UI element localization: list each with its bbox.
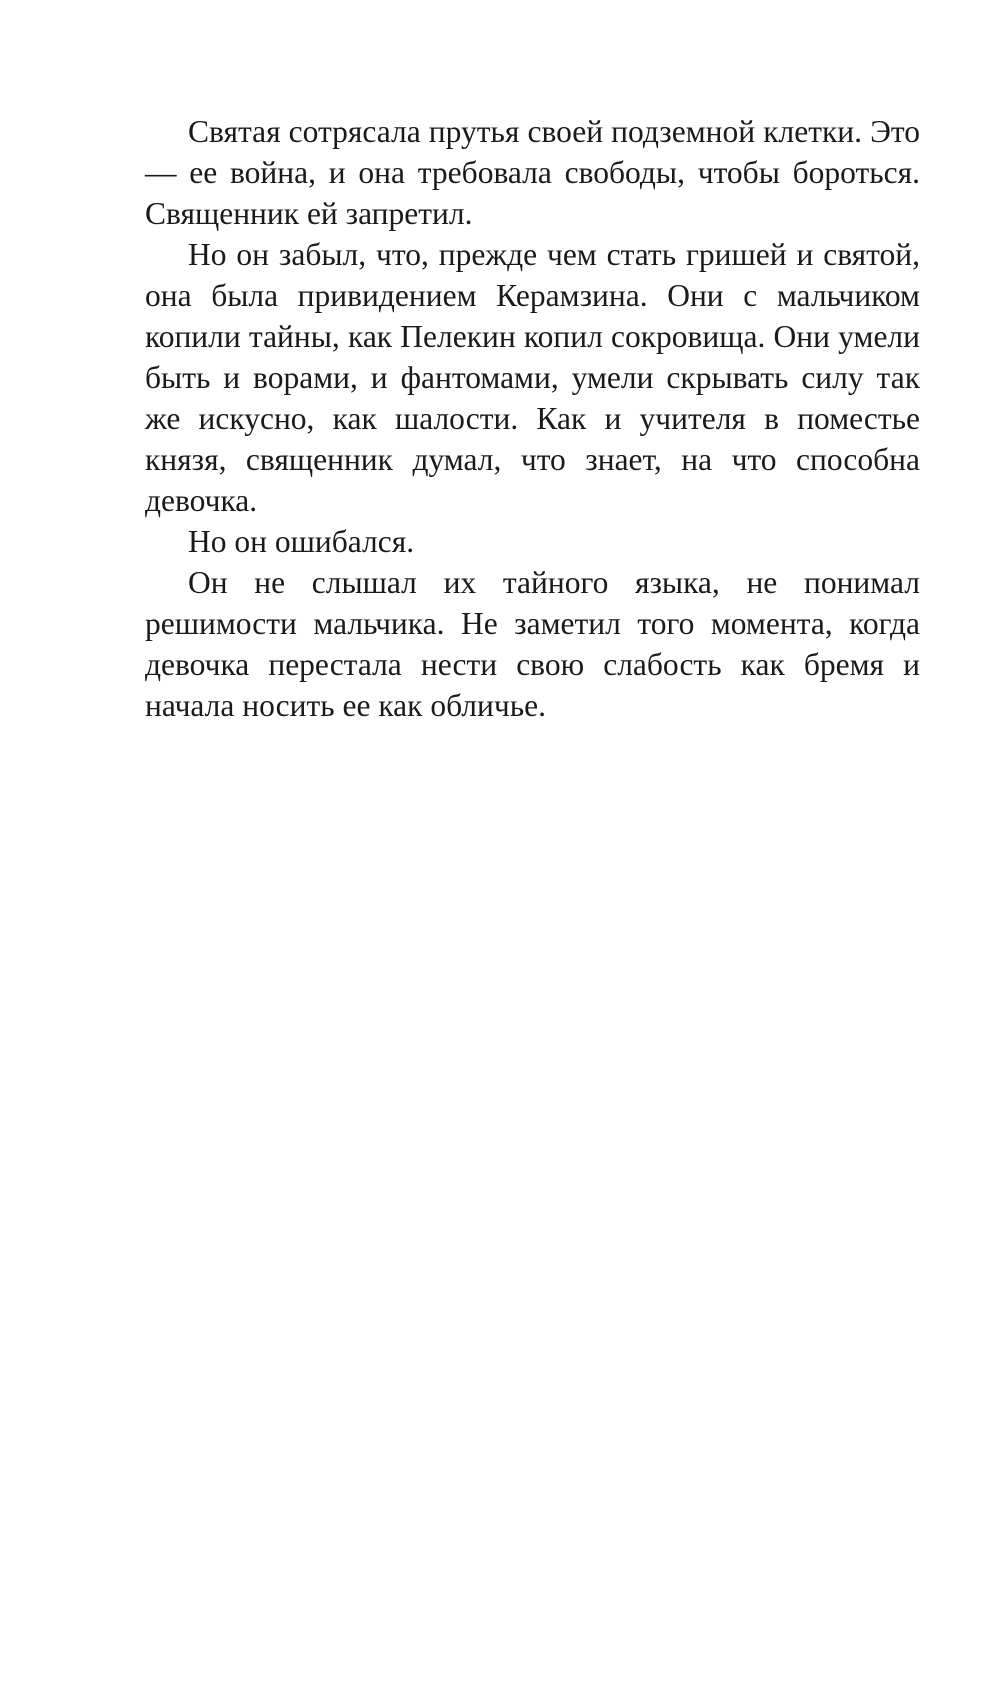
paragraph-2: Но он забыл, что, прежде чем стать гришей и святой, она была привидением Керамзина. Они с мальчиком копили тайны, как Пелекин копил сокровища. Они умели быть и ворами, и фантомами, умели скрывать силу так же искусно, как шалости. Как и учителя в поместье князя, священник думал, что знает, на что способна девочка.	[145, 237, 920, 518]
paragraph-1: Святая сотрясала прутья своей подземной клетки. Это — ее война, и она требовала свободы, чтобы бороться. Священник ей запретил.	[145, 114, 920, 231]
paragraph-3: Но он ошибался.	[188, 524, 415, 559]
body-text	[145, 111, 920, 726]
paragraph-4: Он не слышал их тайного языка, не понимал решимости мальчика. Не заметил того момента, когда девочка перестала нести свою слабость как бремя и начала носить ее как обличье.	[145, 565, 920, 723]
